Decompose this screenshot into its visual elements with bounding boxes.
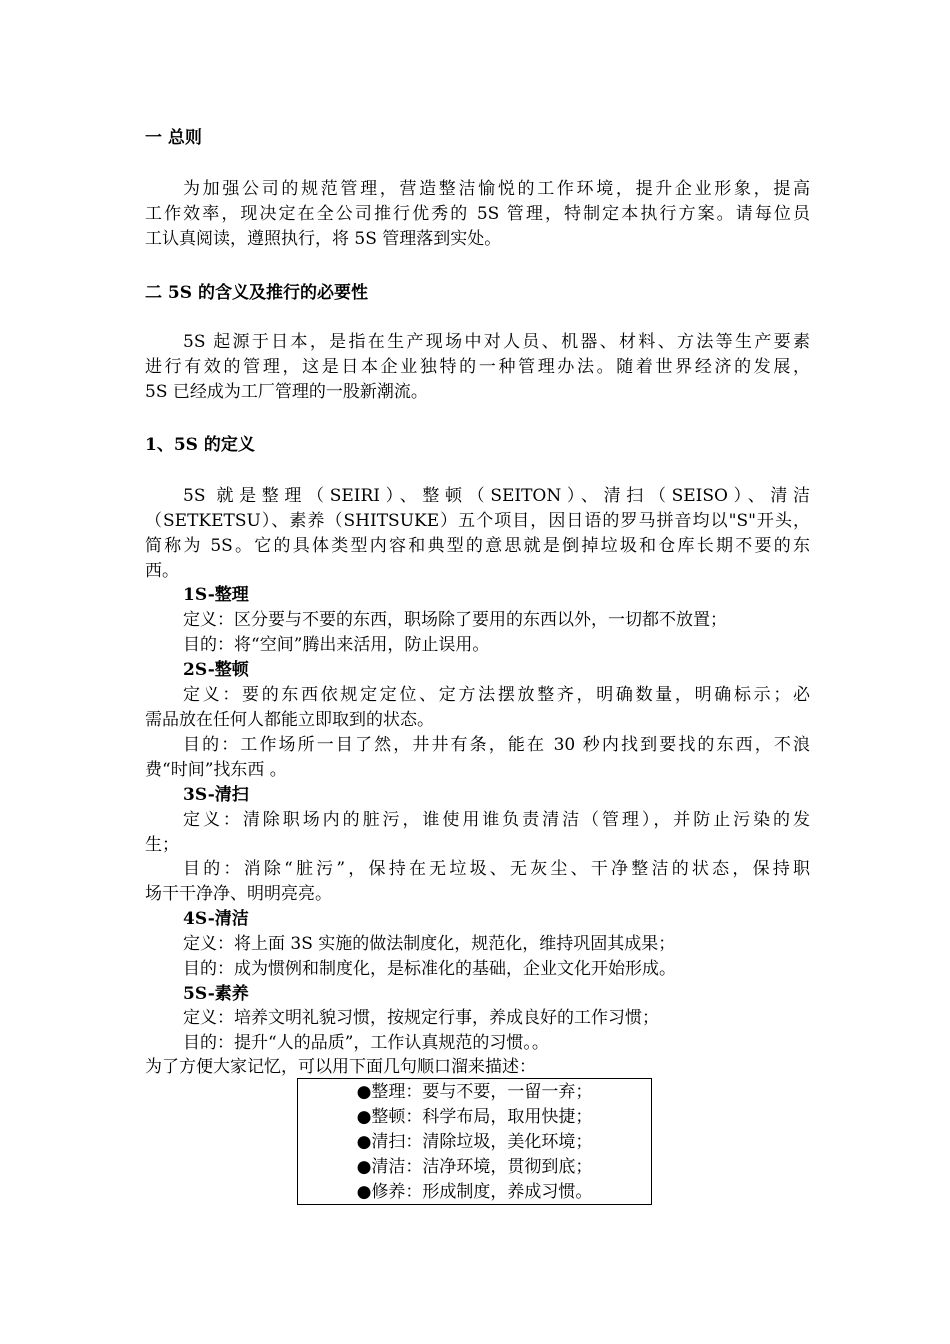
- item-title-5s: 5S-素养: [183, 984, 249, 1004]
- paragraph-line: 5S 起源于日本，是指在生产现场中对人员、机器、材料、方法等生产要素: [183, 332, 810, 352]
- paragraph-line: 简称为 5S。它的具体类型内容和典型的意思就是倒掉垃圾和仓库长期不要的东: [145, 536, 810, 556]
- paragraph-line: 工认真阅读，遵照执行，将 5S 管理落到实处。: [145, 229, 502, 249]
- mnemonic-line: ●清扫：清除垃圾，美化环境；: [356, 1132, 593, 1152]
- item-goal: 目的：提升“人的品质”，工作认真规范的习惯。。: [183, 1033, 549, 1053]
- mnemonic-line: ●整理：要与不要，一留一弃；: [356, 1082, 593, 1102]
- item-definition: 定义：要的东西依规定定位、定方法摆放整齐，明确数量，明确标示；必: [183, 685, 810, 705]
- mnemonic-box: [297, 1078, 652, 1205]
- item-definition: 定义：培养文明礼貌习惯，按规定行事，养成良好的工作习惯；: [183, 1008, 659, 1028]
- section-heading-definition: 1、5S 的定义: [145, 435, 255, 455]
- item-goal: 目的：消除“脏污”，保持在无垃圾、无灰尘、干净整洁的状态，保持职: [183, 859, 810, 879]
- paragraph-line: （SETKETSU）、素养（SHITSUKE）五个项目，因日语的罗马拼音均以"S"开头，: [145, 511, 810, 531]
- item-title-4s: 4S-清洁: [183, 909, 249, 929]
- paragraph-line: 进行有效的管理，这是日本企业独特的一种管理办法。随着世界经济的发展，: [145, 357, 810, 377]
- paragraph-line: 工作效率，现决定在全公司推行优秀的 5S 管理，特制定本执行方案。请每位员: [145, 204, 810, 224]
- mnemonic-intro: 为了方便大家记忆，可以用下面几句顺口溜来描述：: [145, 1057, 536, 1077]
- item-goal: 目的：工作场所一目了然，井井有条，能在 30 秒内找到要找的东西，不浪: [183, 735, 810, 755]
- item-definition: 定义：清除职场内的脏污，谁使用谁负责清洁（管理），并防止污染的发: [183, 810, 810, 830]
- section-heading-meaning: 二 5S 的含义及推行的必要性: [145, 283, 368, 303]
- item-definition: 定义：区分要与不要的东西，职场除了要用的东西以外，一切都不放置；: [183, 610, 727, 630]
- item-definition-cont: 需品放在任何人都能立即取到的状态。: [145, 710, 434, 730]
- paragraph-line: 5S 已经成为工厂管理的一股新潮流。: [145, 382, 428, 402]
- section-heading-general: 一 总则: [145, 128, 202, 148]
- item-definition: 定义：将上面 3S 实施的做法制度化，规范化，维持巩固其成果；: [183, 934, 676, 954]
- item-title-2s: 2S-整顿: [183, 660, 249, 680]
- paragraph-line: 5S 就是整理（SEIRI）、整顿（SEITON）、清扫（SEISO）、清洁: [183, 486, 810, 506]
- paragraph-line: 为加强公司的规范管理，营造整洁愉悦的工作环境，提升企业形象，提高: [183, 179, 810, 199]
- mnemonic-line: ●修养：形成制度，养成习惯。: [356, 1182, 593, 1202]
- item-title-3s: 3S-清扫: [183, 785, 249, 805]
- mnemonic-line: ●清洁：洁净环境，贯彻到底；: [356, 1157, 593, 1177]
- item-goal-cont: 费“时间”找东西 。: [145, 760, 287, 780]
- paragraph-line: 西。: [145, 561, 179, 581]
- item-goal: 目的：成为惯例和制度化，是标准化的基础，企业文化开始形成。: [183, 959, 676, 979]
- item-definition-cont: 生；: [145, 835, 179, 855]
- item-title-1s: 1S-整理: [183, 585, 249, 605]
- item-goal-cont: 场干干净净、明明亮亮。: [145, 884, 332, 904]
- item-goal: 目的：将“空间”腾出来活用，防止误用。: [183, 635, 490, 655]
- mnemonic-line: ●整顿：科学布局，取用快捷；: [356, 1107, 593, 1127]
